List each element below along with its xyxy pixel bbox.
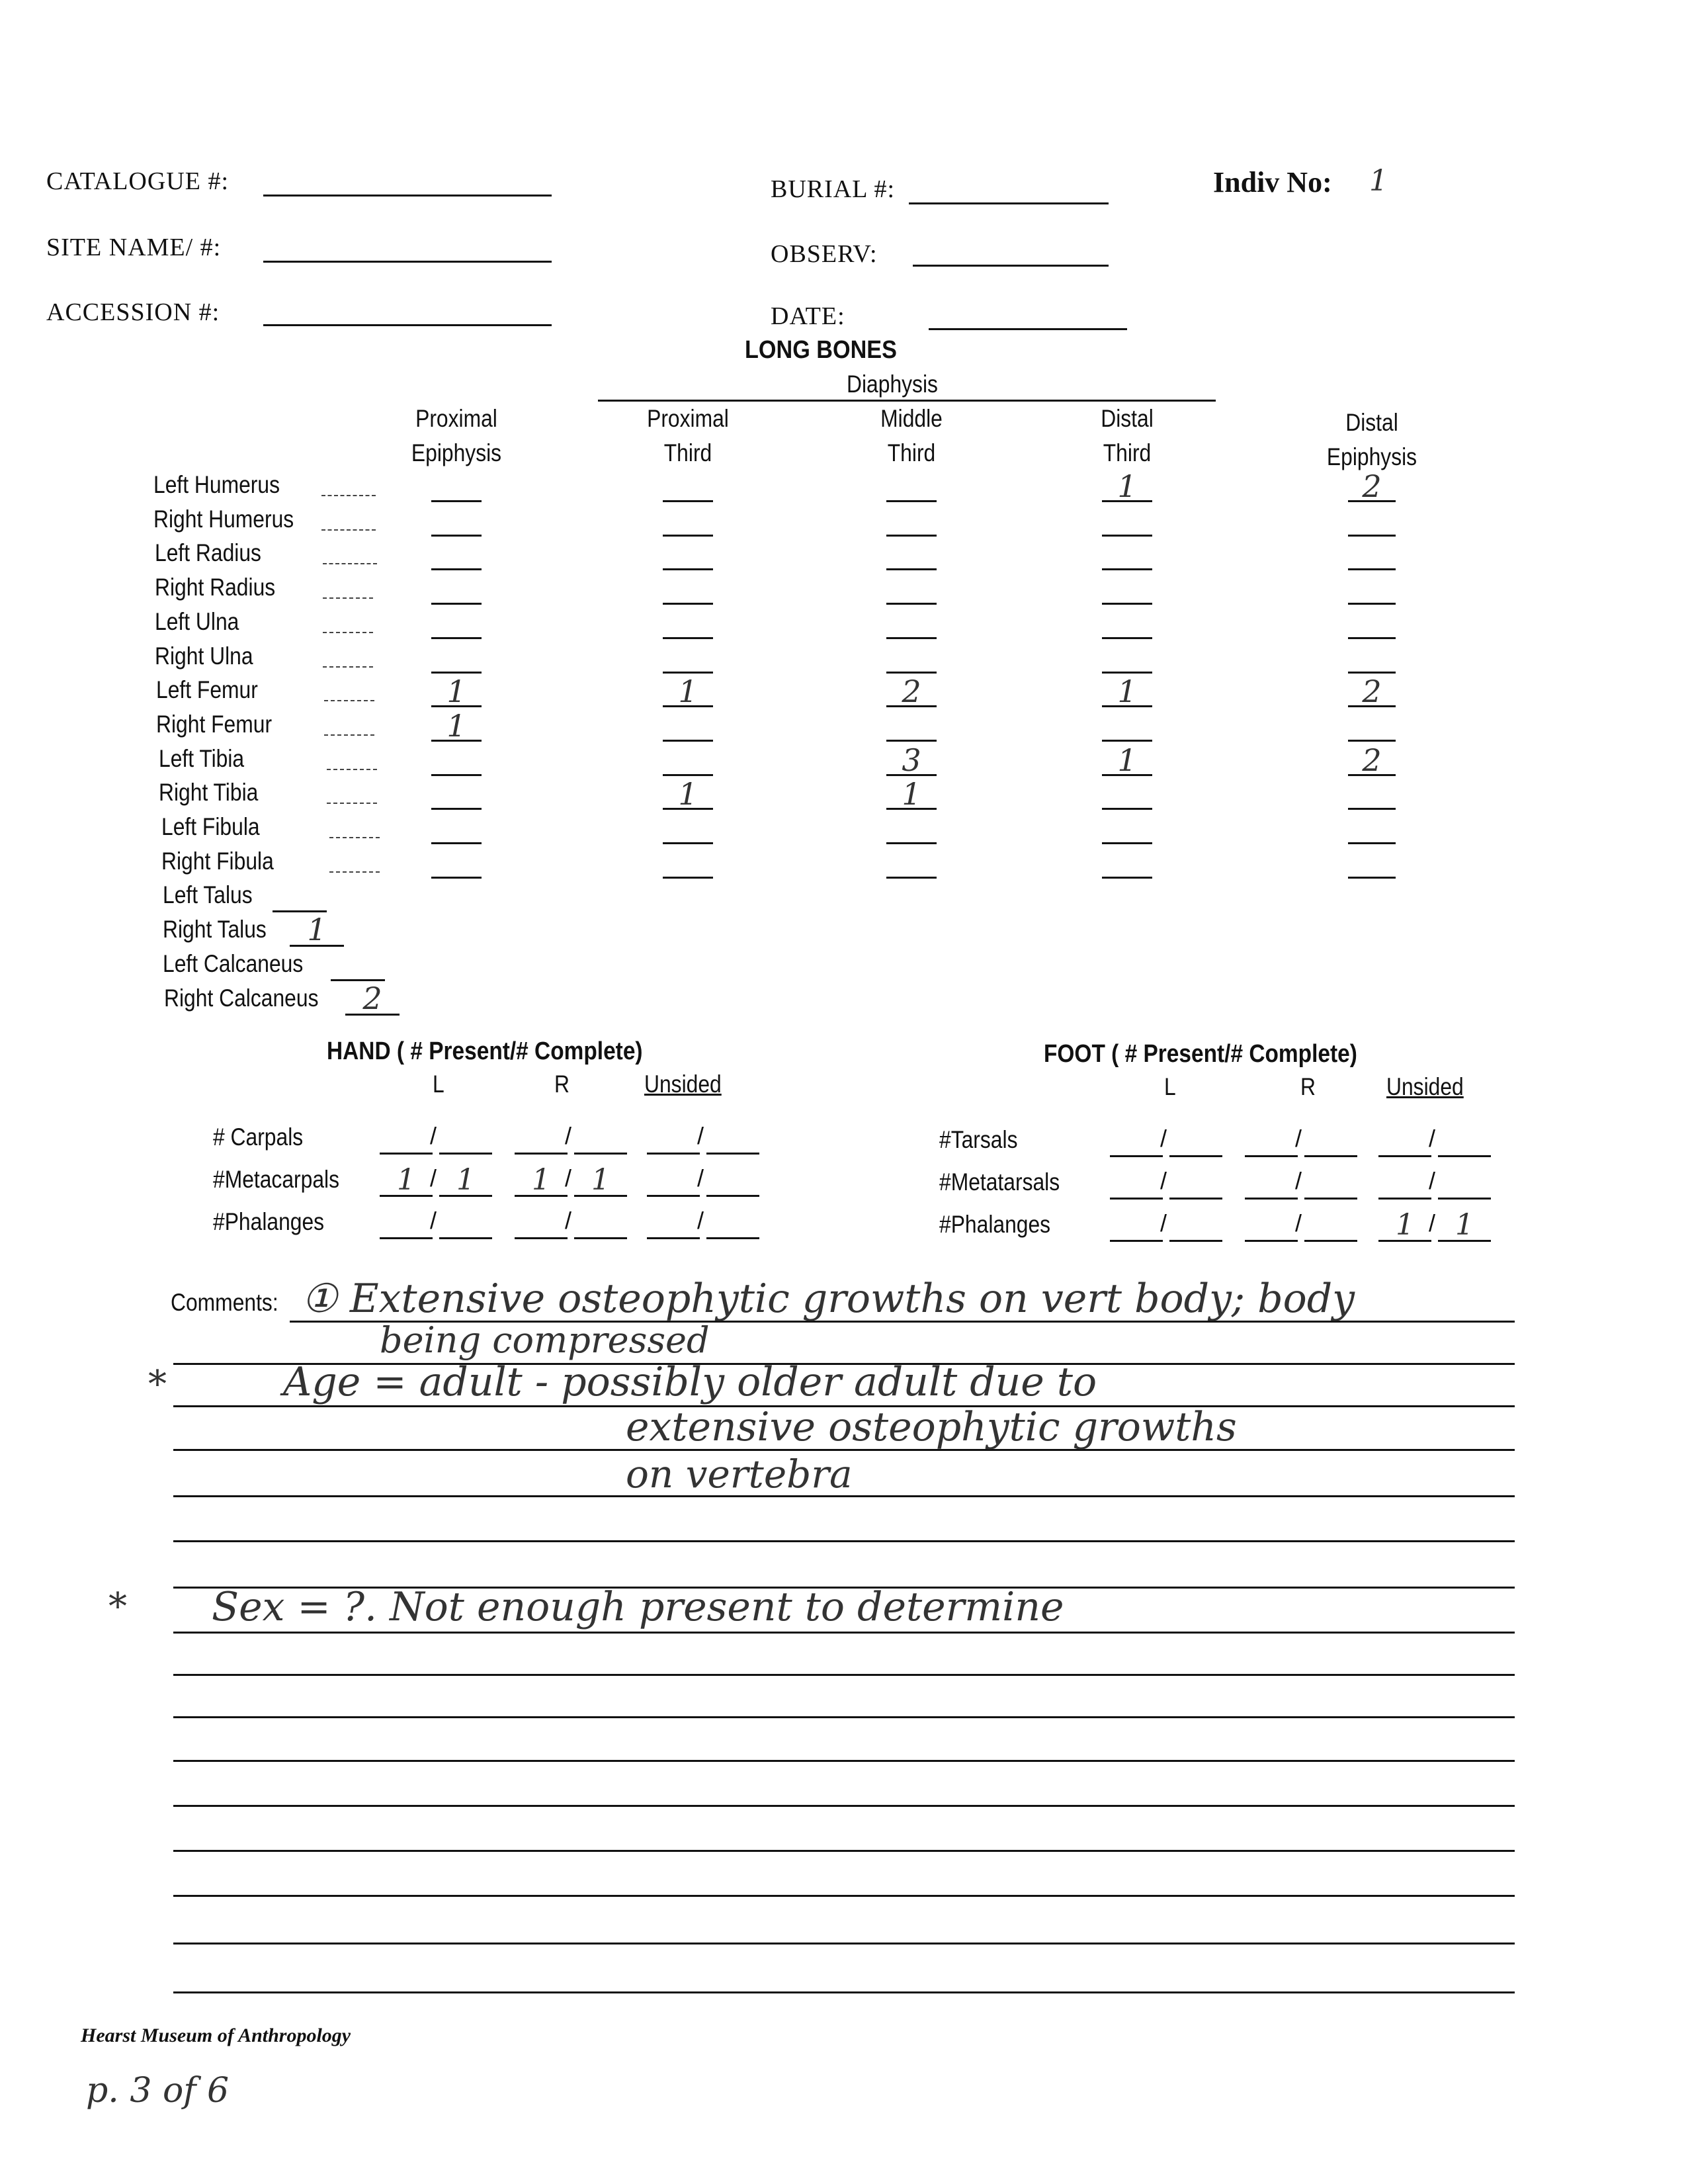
foot-present-field[interactable] [1110, 1198, 1163, 1200]
hand-slash: / [697, 1164, 704, 1192]
hand-present-value: 1 [532, 1163, 550, 1197]
hand-complete-value: 1 [591, 1163, 610, 1197]
hand-present-field[interactable] [647, 1195, 700, 1197]
observ-label: OBSERV: [771, 240, 878, 268]
bone-cell-1[interactable] [431, 535, 482, 537]
hand-row-label: #Metacarpals [213, 1166, 340, 1193]
foot-present-field[interactable] [1245, 1198, 1298, 1200]
hand-complete-field[interactable] [574, 1153, 627, 1155]
hand-complete-value: 1 [456, 1163, 475, 1197]
comment-line-2: being compressed [380, 1319, 710, 1361]
column-header-3-line-2: Third [887, 439, 936, 466]
tarsal-row-label: Left Talus [163, 881, 253, 909]
bone-cell-4[interactable] [1102, 842, 1152, 844]
catalogue-field[interactable] [263, 195, 552, 197]
comment-rule[interactable] [173, 1540, 1515, 1542]
bone-cell-value-3: 3 [902, 742, 921, 778]
long-bones-title: LONG BONES [745, 336, 897, 364]
comment-rule[interactable] [173, 1943, 1515, 1944]
bone-cell-value-2: 1 [678, 674, 698, 710]
bone-cell-5[interactable] [1348, 637, 1396, 639]
bone-cell-5[interactable] [1348, 842, 1396, 844]
comment-rule[interactable] [173, 1716, 1515, 1718]
foot-slash: / [1429, 1167, 1436, 1194]
comment-rule[interactable] [173, 1991, 1515, 1993]
bone-cell-2[interactable] [663, 774, 713, 776]
hand-title: HAND ( # Present/# Complete) [327, 1037, 643, 1065]
bone-cell-4[interactable] [1102, 603, 1152, 605]
bone-cell-1[interactable] [431, 568, 482, 570]
hand-row-label: #Phalanges [213, 1208, 325, 1235]
hand-slash: / [430, 1207, 437, 1234]
bone-cell-5[interactable] [1348, 808, 1396, 810]
catalogue-label: CATALOGUE #: [46, 167, 229, 195]
column-header-4-line-2: Third [1103, 439, 1152, 466]
tarsal-row-label: Right Talus [163, 916, 267, 943]
burial-label: BURIAL #: [771, 175, 896, 203]
bone-cell-1[interactable] [431, 672, 482, 674]
foot-complete-field[interactable] [1169, 1155, 1222, 1157]
foot-complete-field[interactable] [1169, 1240, 1222, 1242]
column-header-3-line-1: Middle [880, 405, 943, 432]
bone-row-label: Left Fibula [161, 813, 260, 840]
comment-line-3: Age = adult - possibly older adult due to [283, 1359, 1097, 1405]
foot-row-label: #Tarsals [939, 1126, 1018, 1153]
bone-cell-2[interactable] [663, 842, 713, 844]
bone-row-label: Right Fibula [161, 847, 274, 875]
foot-slash: / [1295, 1209, 1302, 1237]
indiv-value: 1 [1369, 164, 1388, 198]
bone-cell-value-4: 1 [1117, 742, 1137, 778]
date-field[interactable] [929, 328, 1127, 330]
bone-cell-5[interactable] [1348, 877, 1396, 879]
column-header-2-line-2: Third [663, 439, 712, 466]
foot-col-2: R [1300, 1073, 1316, 1100]
bone-cell-2[interactable] [663, 535, 713, 537]
bone-cell-5[interactable] [1348, 740, 1396, 742]
bone-row-label: Right Femur [156, 710, 273, 738]
bone-cell-4[interactable] [1102, 672, 1152, 674]
indiv-label: Indiv No: [1213, 166, 1332, 198]
hand-complete-field[interactable] [706, 1153, 759, 1155]
bone-row-stub [323, 563, 377, 564]
bone-cell-3[interactable] [886, 672, 937, 674]
foot-present-value: 1 [1396, 1208, 1414, 1242]
comment-rule[interactable] [173, 1760, 1515, 1762]
comment-line-5: on vertebra [626, 1452, 853, 1497]
bone-cell-3[interactable] [886, 535, 937, 537]
hand-slash: / [697, 1207, 704, 1234]
hand-present-field[interactable] [515, 1153, 568, 1155]
comment-line-1: ① Extensive osteophytic growths on vert body; body [302, 1276, 1355, 1322]
foot-present-field[interactable] [1245, 1240, 1298, 1242]
tarsal-value: 1 [307, 912, 327, 948]
bone-cell-1[interactable] [431, 774, 482, 776]
comment-rule[interactable] [173, 1632, 1515, 1634]
site-field[interactable] [263, 261, 552, 263]
hand-slash: / [430, 1122, 437, 1149]
observ-field[interactable] [913, 265, 1109, 267]
institution-footer: Hearst Museum of Anthropology [81, 2025, 351, 2046]
bone-row-label: Left Radius [155, 539, 261, 567]
bone-cell-2[interactable] [663, 500, 713, 502]
foot-col-1: L [1164, 1073, 1176, 1100]
bone-cell-2[interactable] [663, 877, 713, 879]
foot-complete-field[interactable] [1304, 1240, 1357, 1242]
bone-cell-5[interactable] [1348, 672, 1396, 674]
column-header-5-line-1: Distal [1345, 409, 1398, 436]
bone-row-stub [329, 871, 380, 873]
foot-complete-field[interactable] [1438, 1198, 1491, 1200]
bone-row-label: Left Humerus [153, 471, 280, 498]
diaphysis-label: Diaphysis [847, 371, 938, 398]
bone-cell-1[interactable] [431, 842, 482, 844]
hand-present-value: 1 [397, 1163, 415, 1197]
foot-slash: / [1160, 1125, 1167, 1152]
hand-slash: / [565, 1122, 572, 1149]
burial-field[interactable] [909, 202, 1109, 204]
tarsal-row-label: Right Calcaneus [164, 984, 319, 1012]
bone-cell-5[interactable] [1348, 603, 1396, 605]
bone-cell-4[interactable] [1102, 808, 1152, 810]
foot-complete-field[interactable] [1438, 1155, 1491, 1157]
bone-cell-2[interactable] [663, 740, 713, 742]
bone-cell-1[interactable] [431, 808, 482, 810]
bone-row-stub [327, 803, 377, 804]
bone-cell-4[interactable] [1102, 637, 1152, 639]
foot-complete-field[interactable] [1304, 1155, 1357, 1157]
foot-present-field[interactable] [1378, 1155, 1431, 1157]
hand-slash: / [430, 1164, 437, 1192]
bone-row-stub [321, 529, 376, 531]
foot-slash: / [1160, 1167, 1167, 1194]
bone-cell-3[interactable] [886, 500, 937, 502]
foot-slash: / [1429, 1209, 1436, 1237]
foot-complete-field[interactable] [1304, 1198, 1357, 1200]
bone-row-label: Left Ulna [155, 607, 239, 635]
bone-row-label: Right Radius [155, 574, 276, 601]
bone-cell-value-5: 2 [1362, 742, 1382, 778]
bone-cell-2[interactable] [663, 568, 713, 570]
comment-rule[interactable] [173, 1850, 1515, 1852]
hand-row-label: # Carpals [213, 1123, 304, 1151]
diaphysis-rule [598, 400, 1216, 402]
comment-star-2: * [108, 1585, 127, 1628]
bone-cell-value-3: 2 [902, 674, 921, 710]
column-header-4-line-1: Distal [1101, 405, 1154, 432]
hand-slash: / [697, 1122, 704, 1149]
tarsal-value: 2 [362, 980, 382, 1016]
hand-present-field[interactable] [515, 1237, 568, 1239]
bone-row-stub [324, 700, 374, 701]
foot-present-field[interactable] [1110, 1240, 1163, 1242]
comment-line-6: Sex = ?. Not enough present to determine [212, 1584, 1064, 1630]
bone-cell-value-3: 1 [902, 776, 921, 812]
bone-row-stub [323, 632, 373, 633]
bone-cell-value-4: 1 [1117, 674, 1137, 710]
hand-col-3: Unsided [644, 1070, 722, 1098]
comments-label: Comments: [171, 1289, 278, 1316]
bone-cell-1[interactable] [431, 603, 482, 605]
page-note: p. 3 of 6 [86, 2071, 230, 2111]
hand-present-field[interactable] [647, 1153, 700, 1155]
comment-line-4: extensive osteophytic growths [626, 1404, 1237, 1450]
column-header-5-line-2: Epiphysis [1326, 443, 1417, 470]
hand-complete-field[interactable] [706, 1195, 759, 1197]
hand-complete-field[interactable] [706, 1237, 759, 1239]
site-label: SITE NAME/ #: [46, 234, 222, 261]
bone-cell-value-1: 1 [446, 707, 466, 744]
bone-row-stub [321, 495, 376, 496]
bone-row-label: Right Ulna [155, 642, 253, 670]
bone-cell-value-5: 2 [1362, 674, 1382, 710]
bone-cell-3[interactable] [886, 877, 937, 879]
bone-cell-2[interactable] [663, 672, 713, 674]
comment-rule[interactable] [173, 1805, 1515, 1807]
comment-rule[interactable] [173, 1895, 1515, 1897]
date-label: DATE: [771, 302, 845, 330]
foot-title: FOOT ( # Present/# Complete) [1044, 1040, 1357, 1068]
bone-cell-4[interactable] [1102, 568, 1152, 570]
column-header-2-line-1: Proximal [647, 405, 729, 432]
bone-cell-4[interactable] [1102, 535, 1152, 537]
bone-cell-1[interactable] [431, 500, 482, 502]
bone-row-label: Left Tibia [159, 744, 245, 772]
bone-row-label: Right Humerus [153, 505, 294, 533]
hand-slash: / [565, 1207, 572, 1234]
hand-col-1: L [433, 1070, 444, 1098]
foot-row-label: #Metatarsals [939, 1168, 1060, 1196]
bone-cell-2[interactable] [663, 637, 713, 639]
foot-row-label: #Phalanges [939, 1211, 1051, 1238]
bone-cell-value-2: 1 [678, 776, 698, 812]
bone-row-label: Left Femur [156, 676, 258, 704]
hand-present-field[interactable] [380, 1153, 433, 1155]
bone-cell-5[interactable] [1348, 535, 1396, 537]
hand-col-2: R [554, 1070, 570, 1098]
bone-cell-value-1: 1 [446, 674, 466, 710]
foot-col-3: Unsided [1386, 1073, 1464, 1100]
bone-row-stub [323, 597, 373, 599]
accession-label: ACCESSION #: [46, 298, 220, 326]
hand-slash: / [565, 1164, 572, 1192]
hand-present-field[interactable] [380, 1237, 433, 1239]
bone-cell-1[interactable] [431, 877, 482, 879]
bone-cell-value-4: 1 [1117, 468, 1137, 504]
bone-cell-1[interactable] [431, 637, 482, 639]
column-header-1-line-2: Epiphysis [411, 439, 502, 466]
hand-complete-field[interactable] [439, 1153, 492, 1155]
bone-row-stub [324, 734, 374, 736]
bone-row-label: Right Tibia [159, 779, 259, 807]
foot-present-field[interactable] [1110, 1155, 1163, 1157]
foot-present-field[interactable] [1378, 1198, 1431, 1200]
bone-cell-3[interactable] [886, 603, 937, 605]
bone-cell-value-5: 2 [1362, 468, 1382, 504]
hand-present-field[interactable] [647, 1237, 700, 1239]
bone-cell-4[interactable] [1102, 740, 1152, 742]
tarsal-row-label: Left Calcaneus [163, 949, 304, 977]
foot-slash: / [1295, 1167, 1302, 1194]
foot-slash: / [1160, 1209, 1167, 1237]
bone-cell-5[interactable] [1348, 568, 1396, 570]
foot-complete-value: 1 [1455, 1208, 1474, 1242]
comment-star-1: * [148, 1363, 167, 1406]
column-header-1-line-1: Proximal [415, 405, 497, 432]
foot-slash: / [1295, 1125, 1302, 1152]
hand-complete-field[interactable] [439, 1237, 492, 1239]
bone-cell-3[interactable] [886, 842, 937, 844]
bone-cell-2[interactable] [663, 603, 713, 605]
bone-cell-3[interactable] [886, 637, 937, 639]
foot-slash: / [1429, 1125, 1436, 1152]
bone-cell-3[interactable] [886, 740, 937, 742]
bone-cell-3[interactable] [886, 568, 937, 570]
hand-complete-field[interactable] [574, 1237, 627, 1239]
foot-present-field[interactable] [1245, 1155, 1298, 1157]
foot-complete-field[interactable] [1169, 1198, 1222, 1200]
comment-rule[interactable] [173, 1674, 1515, 1676]
bone-row-stub [323, 666, 373, 668]
bone-row-stub [327, 769, 377, 770]
bone-row-stub [329, 837, 380, 838]
bone-cell-4[interactable] [1102, 877, 1152, 879]
accession-field[interactable] [263, 324, 552, 326]
